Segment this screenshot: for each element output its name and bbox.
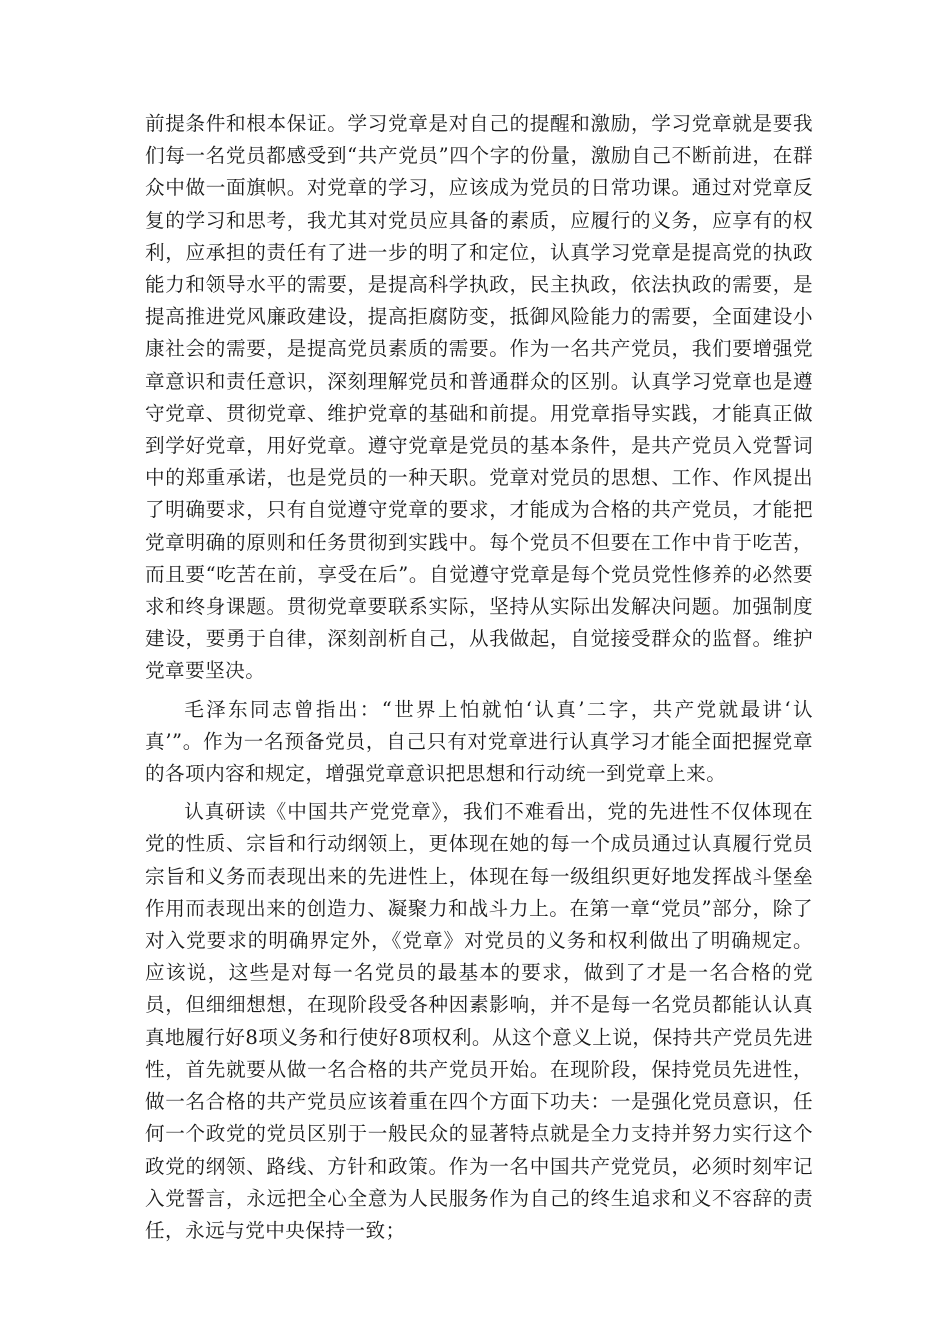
paragraph-party-constitution-study: 认真研读《中国共产党党章》，我们不难看出，党的先进性不仅体现在党的性质、宗旨和行动纲领上，更体现在她的每一个成员通过认真履行党员宗旨和义务而表现出来的先进性上，体现在每一级组织更好地发挥战斗堡垒作用而表现出来的创造力、凝聚力和战斗力上。在第一章“党员”部分，除了对入党要求的明确界定外，《党章》对党员的义务和权利做出了明确规定。应该说，这些是对每一名党员的最基本的要求，做到了才是一名合格的党员，但细细想想，在现阶段受各种因素影响，并不是每一名党员都能认认真真地履行好8项义务和行使好8项权利。从这个意义上说，保持共产党员先进性，首先就要从做一名合格的共产党员开始。在现阶段，保持党员先进性，做一名合格的共产党员应该着重在四个方面下功夫：一是强化党员意识，任何一个政党的党员区别于一般民众的显著特点就是全力支持并努力实行这个政党的纲领、路线、方针和政策。作为一名中国共产党党员，必须时刻牢记入党誓言，永远把全心全意为人民服务作为自己的终生追求和义不容辞的责任，永远与党中央保持一致； (145, 800, 813, 1242)
document-body (145, 108, 813, 1247)
paragraph-continuation: 前提条件和根本保证。学习党章是对自己的提醒和激励，学习党章就是要我们每一名党员都感受到“共产党员”四个字的份量，激励自己不断前进，在群众中做一面旗帜。对党章的学习，应该成为党员的日常功课。通过对党章反复的学习和思考，我尤其对党员应具备的素质，应履行的义务，应享有的权利，应承担的责任有了进一步的明了和定位，认真学习党章是提高党的执政能力和领导水平的需要，是提高科学执政，民主执政，依法执政的需要，是提高推进党风廉政建设，提高拒腐防变，抵御风险能力的需要，全面建设小康社会的需要，是提高党员素质的需要。作为一名共产党员，我们要增强党章意识和责任意识，深刻理解党员和普通群众的区别。认真学习党章也是遵守党章、贯彻党章、维护党章的基础和前提。用党章指导实践，才能真正做到学好党章，用好党章。遵守党章是党员的基本条件，是共产党员入党誓词中的郑重承诺，也是党员的一种天职。党章对党员的思想、工作、作风提出了明确要求，只有自觉遵守党章的要求，才能成为合格的共产党员，才能把党章明确的原则和任务贯彻到实践中。每个党员不但要在工作中肯于吃苦，而且要“吃苦在前，享受在后”。自觉遵守党章是每个党员党性修养的必然要求和终身课题。贯彻党章要联系实际，坚持从实际出发解决问题。加强制度建设，要勇于自律，深刻剖析自己，从我做起，自觉接受群众的监督。维护党章要坚决。 (145, 112, 813, 683)
paragraph-mao-quote: 毛泽东同志曾指出：“世界上怕就怕‘认真’二字，共产党就最讲‘认真’”。作为一名预备党员，自己只有对党章进行认真学习才能全面把握党章的各项内容和规定，增强党章意识把思想和行动统一到党章上来。 (145, 697, 813, 786)
